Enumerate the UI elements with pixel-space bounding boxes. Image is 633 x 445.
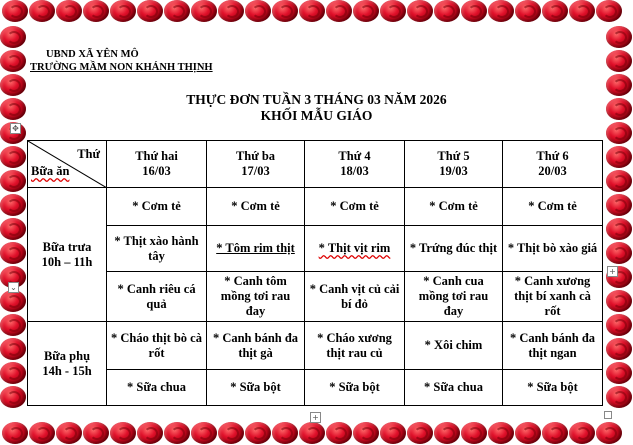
menu-cell: * Cơm tẻ	[107, 188, 207, 226]
rose-decoration	[606, 194, 632, 216]
menu-cell: * Canh bánh đa thịt gà	[207, 322, 305, 370]
rose-decoration	[434, 422, 460, 444]
menu-cell: * Sữa bột	[207, 370, 305, 406]
menu-cell: * Cháo xương thịt rau củ	[305, 322, 405, 370]
lunch-label: Bữa trưa	[42, 239, 92, 254]
rose-decoration	[56, 422, 82, 444]
rose-decoration	[407, 422, 433, 444]
rose-decoration	[434, 0, 460, 22]
rose-decoration	[380, 0, 406, 22]
rose-decoration	[137, 0, 163, 22]
menu-cell-text: * Tôm rim thịt	[216, 241, 295, 255]
rose-decoration	[488, 0, 514, 22]
rose-decoration	[164, 422, 190, 444]
menu-cell	[305, 226, 405, 272]
rose-decoration	[110, 0, 136, 22]
rose-decoration	[461, 422, 487, 444]
menu-cell: * Cơm tẻ	[405, 188, 503, 226]
rose-decoration	[488, 422, 514, 444]
menu-cell: * Canh xương thịt bí xanh cà rốt	[503, 272, 603, 322]
rose-decoration	[299, 422, 325, 444]
menu-cell: * Canh riêu cá quả	[107, 272, 207, 322]
rose-decoration	[606, 338, 632, 360]
day-header: Thứ 5 19/03	[405, 141, 503, 188]
rose-decoration	[2, 422, 28, 444]
rose-decoration	[515, 0, 541, 22]
menu-cell: * Sữa bột	[305, 370, 405, 406]
school-name: TRƯỜNG MẦM NON KHÁNH THỊNH	[30, 62, 213, 73]
rose-decoration	[191, 0, 217, 22]
rose-decoration	[137, 422, 163, 444]
rose-decoration	[606, 50, 632, 72]
corner-meal-label: Bữa ăn	[31, 164, 70, 178]
snack-label-cell	[28, 322, 107, 406]
add-column-icon[interactable]: +	[607, 266, 618, 277]
rose-decoration	[245, 422, 271, 444]
rose-decoration	[353, 0, 379, 22]
table-row	[28, 370, 603, 406]
rose-decoration	[191, 422, 217, 444]
add-row-icon[interactable]: +	[310, 412, 321, 423]
menu-cell: * Canh bánh đa thịt ngan	[503, 322, 603, 370]
menu-cell: * Thịt bò xào giá	[503, 226, 603, 272]
rose-decoration	[245, 0, 271, 22]
menu-cell: * Canh cua mồng tơi rau đay	[405, 272, 503, 322]
corner-day-label: Thứ	[77, 147, 100, 161]
rose-decoration	[515, 422, 541, 444]
rose-decoration	[606, 242, 632, 264]
rose-decoration	[2, 0, 28, 22]
rose-decoration	[569, 0, 595, 22]
rose-decoration	[542, 422, 568, 444]
menu-cell: * Thịt xào hành tây	[107, 226, 207, 272]
day-header: Thứ 6 20/03	[503, 141, 603, 188]
lunch-time: 10h – 11h	[41, 254, 93, 269]
menu-title-line1: THỰC ĐƠN TUẦN 3 THÁNG 03 NĂM 2026	[186, 92, 447, 107]
rose-decoration	[606, 26, 632, 48]
rose-decoration	[164, 0, 190, 22]
rose-decoration	[29, 0, 55, 22]
rose-decoration	[83, 422, 109, 444]
menu-cell: * Cơm tẻ	[207, 188, 305, 226]
lunch-label-cell	[28, 188, 107, 322]
rose-decoration	[110, 422, 136, 444]
rose-decoration	[272, 0, 298, 22]
resize-handle-icon[interactable]	[604, 411, 612, 419]
rose-decoration	[0, 50, 26, 72]
rose-decoration	[326, 0, 352, 22]
rose-decoration	[461, 0, 487, 22]
rose-decoration	[0, 218, 26, 240]
menu-cell: * Trứng đúc thịt	[405, 226, 503, 272]
menu-cell: * Cơm tẻ	[305, 188, 405, 226]
rose-decoration	[326, 422, 352, 444]
menu-cell: * Sữa bột	[503, 370, 603, 406]
menu-cell	[207, 226, 305, 272]
add-row-icon[interactable]: ⌄	[8, 282, 19, 293]
rose-decoration	[83, 0, 109, 22]
menu-cell: * Xôi chim	[405, 322, 503, 370]
menu-cell: * Canh tôm mồng tơi rau đay	[207, 272, 305, 322]
corner-cell	[28, 141, 107, 188]
rose-decoration	[29, 422, 55, 444]
rose-decoration	[0, 26, 26, 48]
table-row	[28, 322, 603, 370]
rose-decoration	[542, 0, 568, 22]
day-header: Thứ 4 18/03	[305, 141, 405, 188]
menu-title-line2: KHỐI MẪU GIÁO	[260, 108, 373, 123]
rose-decoration	[596, 0, 622, 22]
menu-cell: * Cháo thịt bò cà rốt	[107, 322, 207, 370]
day-header: Thứ hai 16/03	[107, 141, 207, 188]
menu-cell: * Canh vịt củ cải bí đỏ	[305, 272, 405, 322]
snack-label: Bữa phụ	[43, 348, 91, 363]
rose-decoration	[606, 218, 632, 240]
rose-decoration	[606, 170, 632, 192]
rose-decoration	[0, 242, 26, 264]
rose-decoration	[407, 0, 433, 22]
rose-decoration	[299, 0, 325, 22]
rose-decoration	[0, 362, 26, 384]
menu-cell: * Cơm tẻ	[503, 188, 603, 226]
rose-decoration	[56, 0, 82, 22]
table-row	[28, 188, 603, 226]
rose-decoration	[606, 290, 632, 312]
rose-decoration	[380, 422, 406, 444]
menu-title	[0, 92, 633, 124]
rose-decoration	[606, 386, 632, 408]
rose-decoration	[606, 314, 632, 336]
menu-cell: * Sữa chua	[107, 370, 207, 406]
rose-decoration	[353, 422, 379, 444]
rose-decoration	[0, 386, 26, 408]
rose-decoration	[272, 422, 298, 444]
rose-decoration	[218, 422, 244, 444]
menu-table	[27, 140, 603, 406]
rose-decoration	[606, 362, 632, 384]
day-header: Thứ ba 17/03	[207, 141, 305, 188]
rose-decoration	[569, 422, 595, 444]
table-row	[28, 272, 603, 322]
rose-decoration	[218, 0, 244, 22]
rose-decoration	[606, 146, 632, 168]
table-header-row	[28, 141, 603, 188]
rose-decoration	[0, 170, 26, 192]
table-row	[28, 226, 603, 272]
rose-decoration	[0, 338, 26, 360]
rose-decoration	[596, 422, 622, 444]
rose-decoration	[606, 122, 632, 144]
commune-name: UBND XÃ YÊN MÔ	[46, 49, 139, 60]
school-header	[30, 48, 213, 74]
rose-decoration	[0, 314, 26, 336]
menu-cell: * Sữa chua	[405, 370, 503, 406]
rose-decoration	[0, 290, 26, 312]
rose-decoration	[0, 146, 26, 168]
menu-cell-text: * Thịt vịt rim	[318, 241, 391, 255]
rose-decoration	[0, 194, 26, 216]
snack-time: 14h - 15h	[42, 363, 92, 378]
move-handle-icon[interactable]: ✥	[10, 123, 21, 134]
